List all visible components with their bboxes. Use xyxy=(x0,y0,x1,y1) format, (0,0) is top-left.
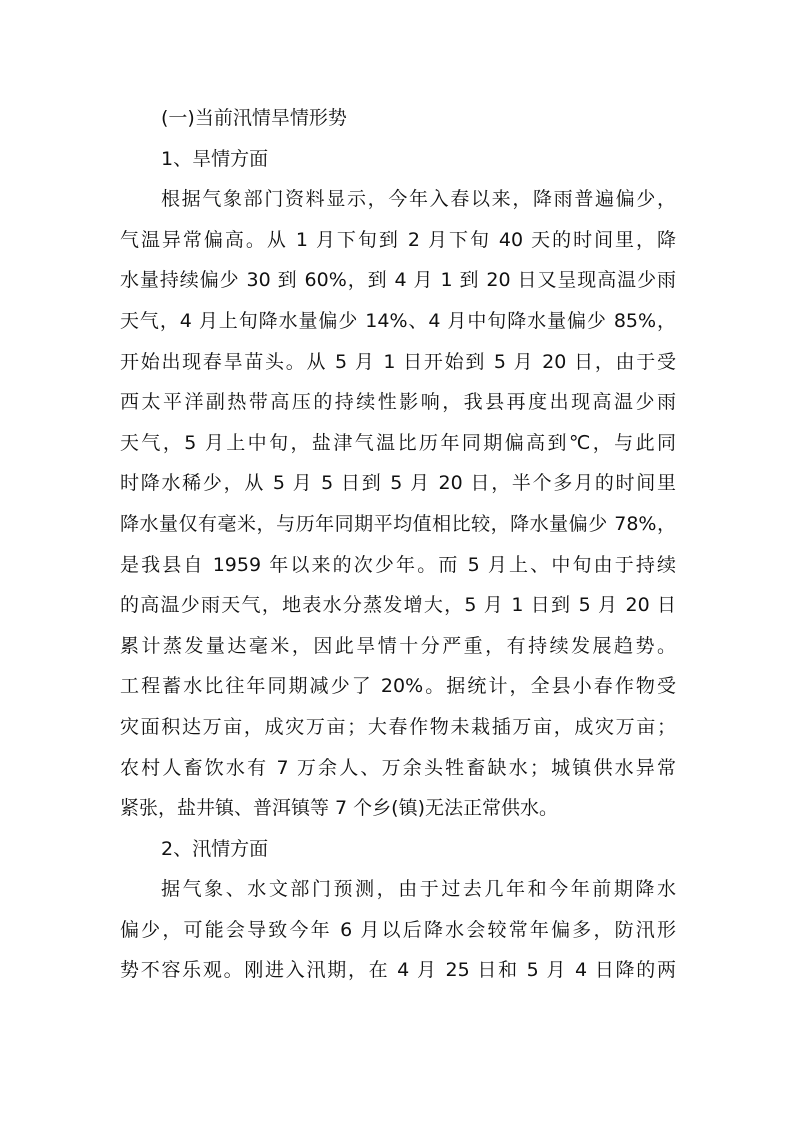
paragraph-line: 农村人畜饮水有 7 万余人、万余头牲畜缺水；城镇供水异常 xyxy=(120,756,676,779)
paragraph-line: 气温异常偏高。从 1 月下旬到 2 月下旬 40 天的时间里，降 xyxy=(120,228,676,251)
paragraph-line: 天气，5 月上中旬，盐津气温比历年同期偏高到℃，与此同 xyxy=(120,431,676,454)
flood-paragraph xyxy=(120,869,676,991)
paragraph-line: 降水量仅有毫米，与历年同期平均值相比较，降水量偏少 78%， xyxy=(120,512,676,535)
section-heading: (一)当前汛情旱情形势 xyxy=(161,107,347,129)
paragraph-line: 是我县自 1959 年以来的次少年。而 5 月上、中旬由于持续 xyxy=(120,553,676,576)
drought-heading: 1、旱情方面 xyxy=(161,147,269,170)
paragraph-line: 根据气象部门资料显示，今年入春以来，降雨普遍偏少， xyxy=(161,188,676,211)
paragraph-line: 偏少，可能会导致今年 6 月以后降水会较常年偏多，防汛形 xyxy=(120,918,676,941)
paragraph-line: 西太平洋副热带高压的持续性影响，我县再度出现高温少雨 xyxy=(120,391,676,414)
paragraph-line: 开始出现春旱苗头。从 5 月 1 日开始到 5 月 20 日，由于受 xyxy=(120,350,676,373)
paragraph-line: 据气象、水文部门预测，由于过去几年和今年前期降水 xyxy=(161,878,676,901)
flood-heading: 2、汛情方面 xyxy=(161,837,269,860)
paragraph-line: 灾面积达万亩，成灾万亩；大春作物未栽插万亩，成灾万亩； xyxy=(120,715,676,738)
document-body xyxy=(120,98,676,991)
paragraph-line: 势不容乐观。刚进入汛期，在 4 月 25 日和 5 月 4 日降的两 xyxy=(120,959,676,982)
paragraph-line: 时降水稀少，从 5 月 5 日到 5 月 20 日，半个多月的时间里 xyxy=(120,472,676,495)
paragraph-line: 天气，4 月上旬降水量偏少 14%、4 月中旬降水量偏少 85%， xyxy=(120,309,676,332)
paragraph-line: 水量持续偏少 30 到 60%，到 4 月 1 到 20 日又呈现高温少雨 xyxy=(120,269,676,292)
paragraph-line: 的高温少雨天气，地表水分蒸发增大，5 月 1 日到 5 月 20 日 xyxy=(120,594,676,617)
paragraph-line: 紧张，盐井镇、普洱镇等 7 个乡(镇)无法正常供水。 xyxy=(120,797,558,820)
drought-paragraph xyxy=(120,179,676,829)
paragraph-line: 累计蒸发量达毫米，因此旱情十分严重，有持续发展趋势。 xyxy=(120,634,676,657)
paragraph-line: 工程蓄水比往年同期减少了 20%。据统计，全县小春作物受 xyxy=(120,675,676,698)
